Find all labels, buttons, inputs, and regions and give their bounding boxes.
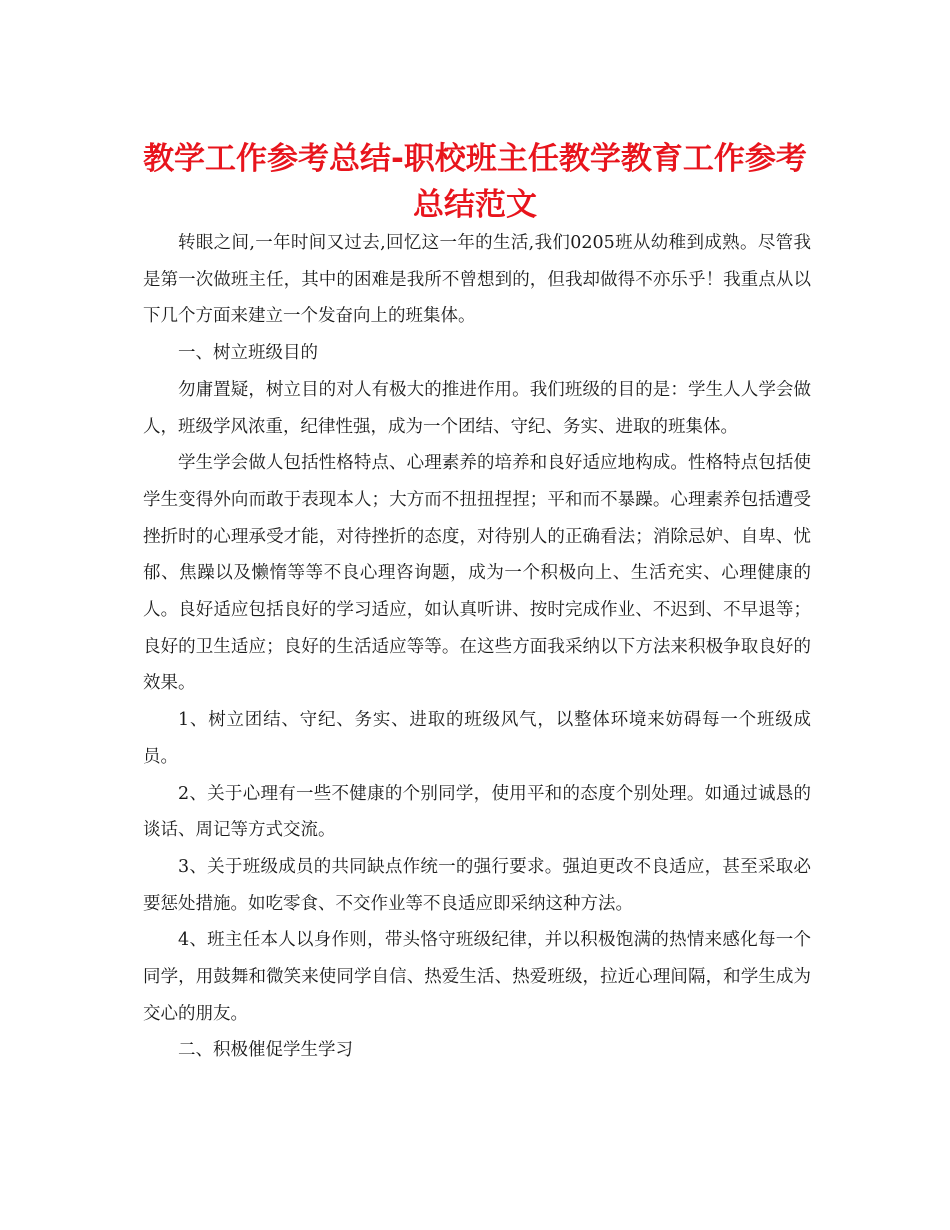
paragraph-character: 学生学会做人包括性格特点、心理素养的培养和良好适应地构成。性格特点包括使学生变得外向而敢于表现本人；大方而不扭扭捏捏；平和而不暴躁。心理素养包括遭受挫折时的心理承受才能，对待挫折的态度，对待别人的正确看法；消除忌妒、自卑、忧郁、焦躁以及懒惰等等不良心理咨询题，成为一个积极向上、生活充实、心理健康的人。良好适应包括良好的学习适应，如认真听讲、按时完成作业、不迟到、不早退等；良好的卫生适应；良好的生活适应等等。在这些方面我采纳以下方法来积极争取良好的效果。	[143, 453, 811, 694]
section-heading-1: 一、树立班级目的	[178, 343, 318, 364]
list-item-1: 1、树立团结、守纪、务实、进取的班级风气，以整体环境来妨碍每一个班级成员。	[143, 710, 811, 767]
paragraph-goal: 勿庸置疑，树立目的对人有极大的推进作用。我们班级的目的是：学生人人学会做人，班级学风浓重，纪律性强，成为一个团结、守纪、务实、进取的班集体。	[143, 379, 811, 437]
document-title: 教学工作参考总结-职校班主任教学教育工作参考总结范文	[143, 141, 807, 223]
list-item-3: 3、关于班级成员的共同缺点作统一的强行要求。强迫更改不良适应，甚至采取必要惩处措施。如吃零食、不交作业等不良适应即采纳这种方法。	[143, 856, 811, 914]
list-item-4: 4、班主任本人以身作则，带头恪守班级纪律，并以积极饱满的热情来感化每一个同学，用鼓舞和微笑来使同学自信、热爱生活、热爱班级，拉近心理间隔，和学生成为交心的朋友。	[143, 930, 811, 1024]
paragraph-intro: 转眼之间,一年时间又过去,回忆这一年的生活,我们0205班从幼稚到成熟。尽管我是第一次做班主任，其中的困难是我所不曾想到的，但我却做得不亦乐乎！我重点从以下几个方面来建立一个发奋向上的班集体。	[143, 233, 811, 327]
section-heading-2: 二、积极催促学生学习	[178, 1040, 353, 1061]
document-body	[143, 225, 811, 1069]
list-item-2: 2、关于心理有一些不健康的个别同学，使用平和的态度个别处理。如通过诚恳的谈话、周记等方式交流。	[143, 783, 811, 841]
